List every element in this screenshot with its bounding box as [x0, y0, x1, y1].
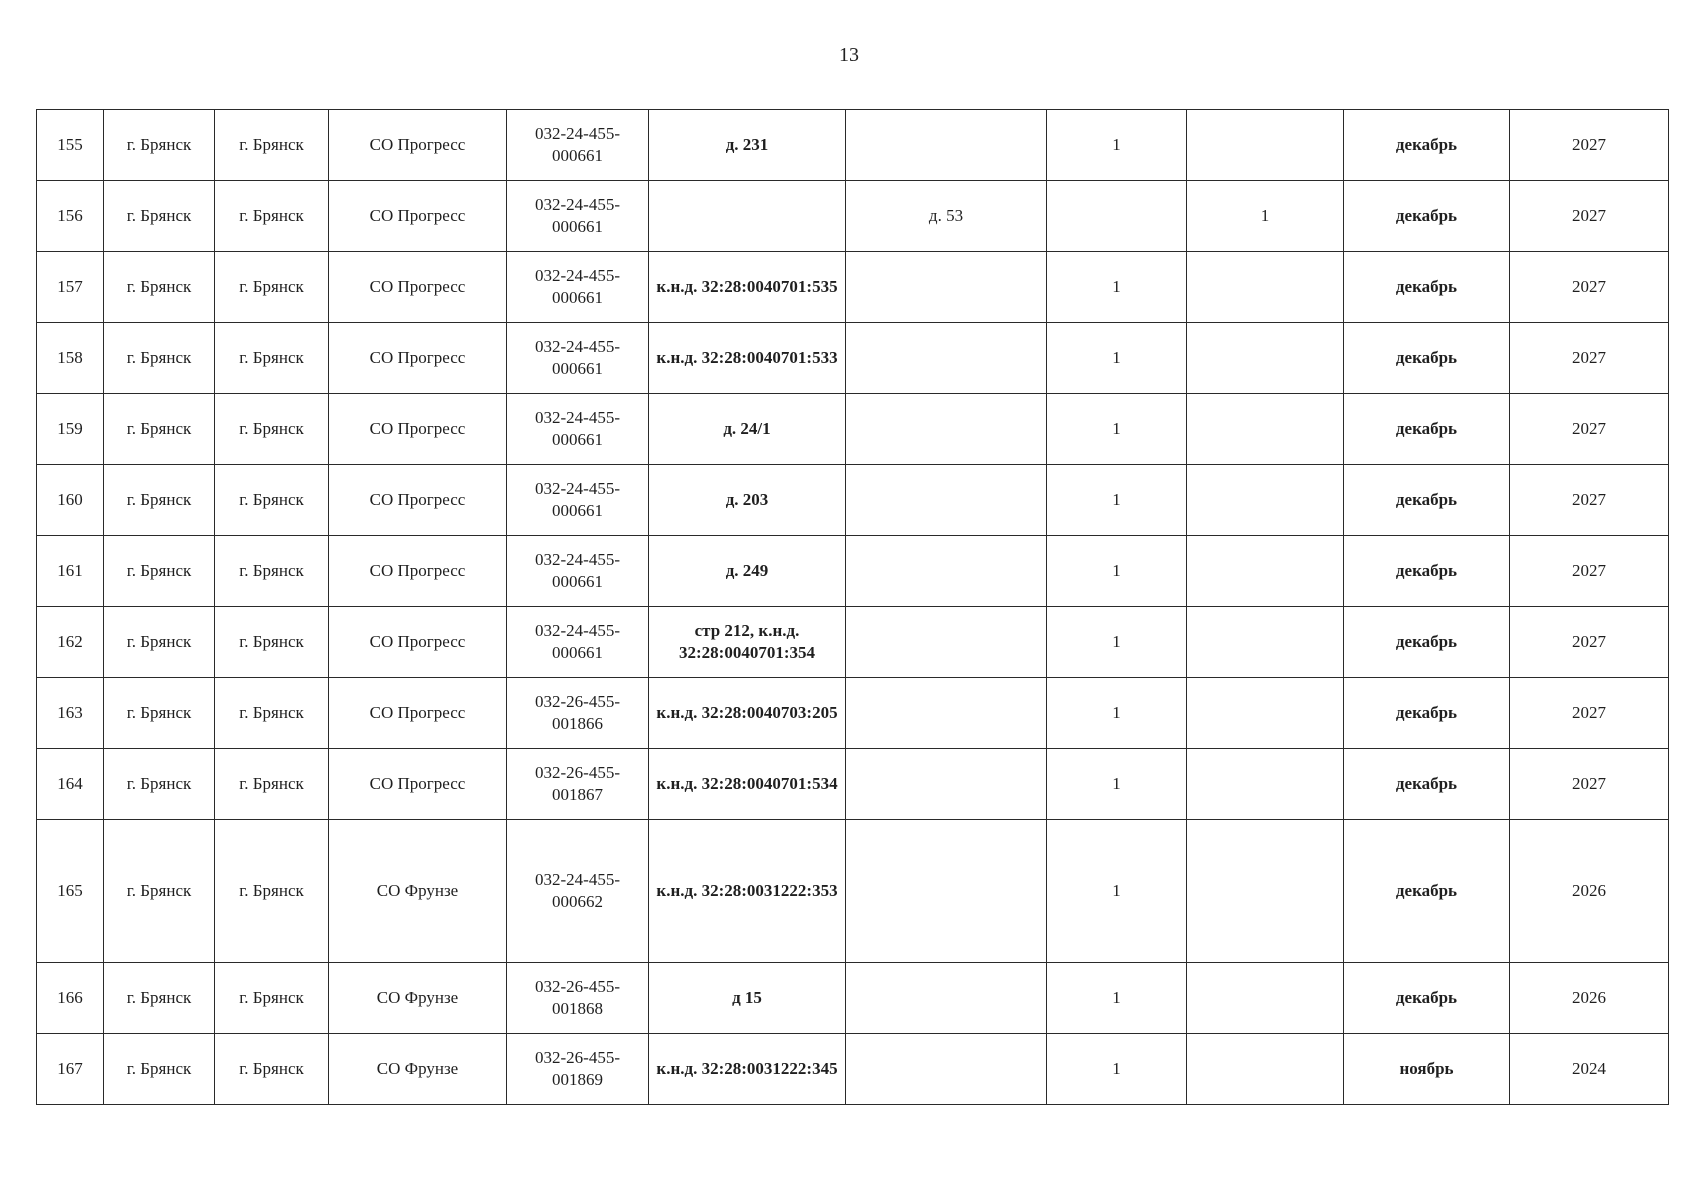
society-cell: СО Прогресс	[329, 749, 507, 820]
district-cell: г. Брянск	[104, 323, 215, 394]
table-row	[37, 1034, 1669, 1105]
year-cell: 2027	[1510, 536, 1669, 607]
district-cell: г. Брянск	[104, 607, 215, 678]
address-alt-cell	[846, 110, 1047, 181]
address-cell: стр 212, к.н.д. 32:28:0040701:354	[649, 607, 846, 678]
code-cell: 032-26-455-001866	[507, 678, 649, 749]
table-row	[37, 110, 1669, 181]
month-cell: декабрь	[1344, 607, 1510, 678]
code-cell: 032-24-455-000661	[507, 110, 649, 181]
district-cell: г. Брянск	[104, 820, 215, 963]
count-alt-cell	[1187, 465, 1344, 536]
society-cell: СО Прогресс	[329, 465, 507, 536]
year-cell: 2027	[1510, 607, 1669, 678]
year-cell: 2026	[1510, 963, 1669, 1034]
page-number: 13	[839, 44, 859, 66]
society-cell: СО Фрунзе	[329, 963, 507, 1034]
count-cell: 1	[1047, 394, 1187, 465]
code-cell: 032-26-455-001869	[507, 1034, 649, 1105]
address-cell: к.н.д. 32:28:0031222:345	[649, 1034, 846, 1105]
row-number-cell: 159	[37, 394, 104, 465]
society-cell: СО Фрунзе	[329, 1034, 507, 1105]
count-alt-cell	[1187, 1034, 1344, 1105]
address-alt-cell	[846, 323, 1047, 394]
district-cell: г. Брянск	[104, 678, 215, 749]
district-cell: г. Брянск	[104, 394, 215, 465]
code-cell: 032-24-455-000661	[507, 394, 649, 465]
month-cell: декабрь	[1344, 394, 1510, 465]
row-number-cell: 156	[37, 181, 104, 252]
year-cell: 2027	[1510, 749, 1669, 820]
district-cell: г. Брянск	[104, 181, 215, 252]
address-alt-cell	[846, 820, 1047, 963]
month-cell: декабрь	[1344, 963, 1510, 1034]
month-cell: декабрь	[1344, 820, 1510, 963]
address-cell: к.н.д. 32:28:0040701:534	[649, 749, 846, 820]
month-cell: декабрь	[1344, 110, 1510, 181]
settlement-cell: г. Брянск	[215, 749, 329, 820]
count-cell: 1	[1047, 323, 1187, 394]
month-cell: декабрь	[1344, 465, 1510, 536]
address-cell: д 15	[649, 963, 846, 1034]
month-cell: декабрь	[1344, 749, 1510, 820]
count-cell: 1	[1047, 963, 1187, 1034]
address-alt-cell	[846, 607, 1047, 678]
year-cell: 2026	[1510, 820, 1669, 963]
year-cell: 2027	[1510, 323, 1669, 394]
address-cell: д. 203	[649, 465, 846, 536]
code-cell: 032-24-455-000661	[507, 465, 649, 536]
count-alt-cell	[1187, 820, 1344, 963]
table-row	[37, 465, 1669, 536]
count-alt-cell	[1187, 963, 1344, 1034]
month-cell: декабрь	[1344, 252, 1510, 323]
society-cell: СО Прогресс	[329, 110, 507, 181]
count-cell: 1	[1047, 252, 1187, 323]
row-number-cell: 155	[37, 110, 104, 181]
address-cell: к.н.д. 32:28:0040701:533	[649, 323, 846, 394]
code-cell: 032-24-455-000661	[507, 536, 649, 607]
count-alt-cell	[1187, 323, 1344, 394]
settlement-cell: г. Брянск	[215, 394, 329, 465]
count-alt-cell: 1	[1187, 181, 1344, 252]
month-cell: декабрь	[1344, 678, 1510, 749]
row-number-cell: 162	[37, 607, 104, 678]
count-cell: 1	[1047, 749, 1187, 820]
code-cell: 032-24-455-000661	[507, 181, 649, 252]
count-alt-cell	[1187, 607, 1344, 678]
settlement-cell: г. Брянск	[215, 678, 329, 749]
count-alt-cell	[1187, 394, 1344, 465]
row-number-cell: 158	[37, 323, 104, 394]
society-cell: СО Прогресс	[329, 181, 507, 252]
district-cell: г. Брянск	[104, 536, 215, 607]
count-cell	[1047, 181, 1187, 252]
address-alt-cell	[846, 394, 1047, 465]
code-cell: 032-26-455-001868	[507, 963, 649, 1034]
row-number-cell: 165	[37, 820, 104, 963]
row-number-cell: 163	[37, 678, 104, 749]
count-cell: 1	[1047, 1034, 1187, 1105]
settlement-cell: г. Брянск	[215, 181, 329, 252]
district-cell: г. Брянск	[104, 963, 215, 1034]
table-row	[37, 820, 1669, 963]
code-cell: 032-24-455-000661	[507, 323, 649, 394]
table-row	[37, 963, 1669, 1034]
table-row	[37, 181, 1669, 252]
address-alt-cell	[846, 252, 1047, 323]
code-cell: 032-24-455-000662	[507, 820, 649, 963]
address-cell	[649, 181, 846, 252]
table-row	[37, 394, 1669, 465]
society-cell: СО Прогресс	[329, 536, 507, 607]
address-cell: д. 249	[649, 536, 846, 607]
settlement-cell: г. Брянск	[215, 607, 329, 678]
table-row	[37, 607, 1669, 678]
district-cell: г. Брянск	[104, 110, 215, 181]
count-cell: 1	[1047, 110, 1187, 181]
row-number-cell: 157	[37, 252, 104, 323]
address-cell: к.н.д. 32:28:0040703:205	[649, 678, 846, 749]
address-alt-cell	[846, 963, 1047, 1034]
row-number-cell: 164	[37, 749, 104, 820]
district-cell: г. Брянск	[104, 1034, 215, 1105]
society-cell: СО Прогресс	[329, 678, 507, 749]
table-row	[37, 252, 1669, 323]
address-cell: д. 24/1	[649, 394, 846, 465]
table-row	[37, 749, 1669, 820]
society-cell: СО Фрунзе	[329, 820, 507, 963]
count-cell: 1	[1047, 678, 1187, 749]
count-cell: 1	[1047, 820, 1187, 963]
settlement-cell: г. Брянск	[215, 536, 329, 607]
district-cell: г. Брянск	[104, 252, 215, 323]
count-alt-cell	[1187, 252, 1344, 323]
settlement-cell: г. Брянск	[215, 963, 329, 1034]
count-alt-cell	[1187, 110, 1344, 181]
address-alt-cell	[846, 749, 1047, 820]
district-cell: г. Брянск	[104, 465, 215, 536]
count-cell: 1	[1047, 465, 1187, 536]
settlement-cell: г. Брянск	[215, 323, 329, 394]
year-cell: 2024	[1510, 1034, 1669, 1105]
month-cell: декабрь	[1344, 536, 1510, 607]
address-cell: к.н.д. 32:28:0040701:535	[649, 252, 846, 323]
year-cell: 2027	[1510, 110, 1669, 181]
count-cell: 1	[1047, 607, 1187, 678]
address-alt-cell: д. 53	[846, 181, 1047, 252]
code-cell: 032-24-455-000661	[507, 252, 649, 323]
year-cell: 2027	[1510, 252, 1669, 323]
address-alt-cell	[846, 678, 1047, 749]
year-cell: 2027	[1510, 465, 1669, 536]
address-alt-cell	[846, 1034, 1047, 1105]
registry-table	[36, 109, 1669, 1105]
address-cell: к.н.д. 32:28:0031222:353	[649, 820, 846, 963]
society-cell: СО Прогресс	[329, 394, 507, 465]
month-cell: декабрь	[1344, 181, 1510, 252]
code-cell: 032-26-455-001867	[507, 749, 649, 820]
address-alt-cell	[846, 465, 1047, 536]
address-cell: д. 231	[649, 110, 846, 181]
settlement-cell: г. Брянск	[215, 820, 329, 963]
year-cell: 2027	[1510, 678, 1669, 749]
year-cell: 2027	[1510, 181, 1669, 252]
row-number-cell: 160	[37, 465, 104, 536]
count-alt-cell	[1187, 749, 1344, 820]
address-alt-cell	[846, 536, 1047, 607]
code-cell: 032-24-455-000661	[507, 607, 649, 678]
row-number-cell: 166	[37, 963, 104, 1034]
settlement-cell: г. Брянск	[215, 110, 329, 181]
table-row	[37, 536, 1669, 607]
society-cell: СО Прогресс	[329, 323, 507, 394]
count-alt-cell	[1187, 678, 1344, 749]
society-cell: СО Прогресс	[329, 252, 507, 323]
district-cell: г. Брянск	[104, 749, 215, 820]
table-row	[37, 678, 1669, 749]
count-alt-cell	[1187, 536, 1344, 607]
year-cell: 2027	[1510, 394, 1669, 465]
month-cell: ноябрь	[1344, 1034, 1510, 1105]
society-cell: СО Прогресс	[329, 607, 507, 678]
table-row	[37, 323, 1669, 394]
month-cell: декабрь	[1344, 323, 1510, 394]
settlement-cell: г. Брянск	[215, 465, 329, 536]
count-cell: 1	[1047, 536, 1187, 607]
row-number-cell: 161	[37, 536, 104, 607]
settlement-cell: г. Брянск	[215, 252, 329, 323]
row-number-cell: 167	[37, 1034, 104, 1105]
settlement-cell: г. Брянск	[215, 1034, 329, 1105]
